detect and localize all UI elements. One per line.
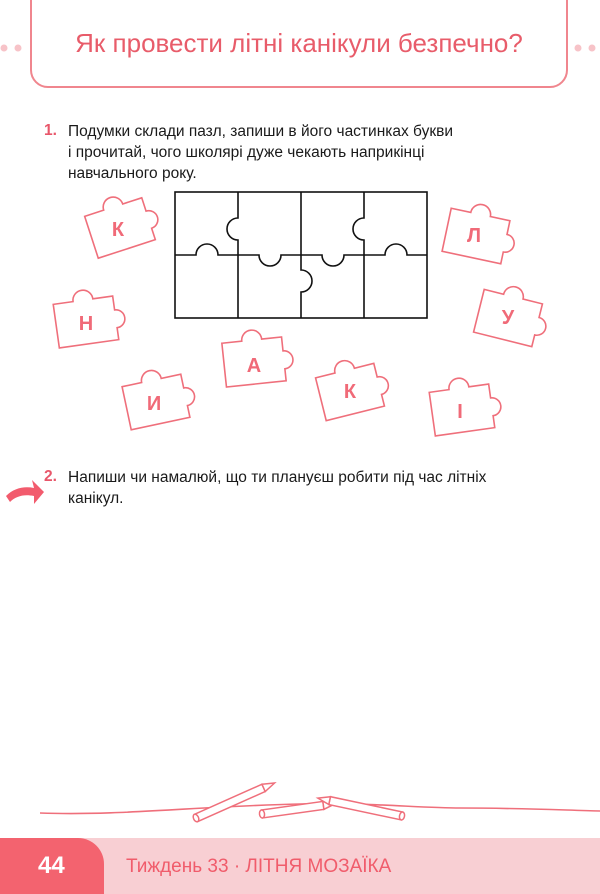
page-title: Як провести літні канікули безпечно?: [75, 28, 523, 58]
task-2-text: [68, 467, 486, 509]
puzzle-letter: А: [246, 355, 262, 377]
task-1-line: навчального року.: [68, 165, 197, 182]
puzzle-letter: Н: [78, 313, 94, 335]
arrow-marker-icon: [4, 474, 46, 508]
task-2-number: 2.: [44, 468, 57, 485]
pencils-decoration: [0, 780, 600, 830]
puzzle-letter: І: [457, 401, 463, 423]
task-2-line: канікул.: [68, 490, 124, 507]
task-1-line: і прочитай, чого школярі дуже чекають наприкінці: [68, 144, 425, 161]
puzzle-letter: К: [343, 381, 357, 403]
task-1-line: Подумки склади пазл, запиши в його частинках букви: [68, 123, 454, 140]
puzzle-piece-8: [428, 373, 504, 436]
puzzle-letter: Л: [466, 225, 482, 247]
puzzle-letter: К: [111, 219, 125, 241]
puzzle-piece-2: [442, 198, 521, 265]
task-1-number: 1.: [44, 122, 57, 139]
pencil-3: [317, 794, 405, 820]
puzzle-letter: У: [501, 307, 515, 329]
task-2-line: Напиши чи намалюй, що ти плануєш робити під час літніх: [68, 469, 487, 486]
page-number: 44: [38, 852, 65, 879]
footer-section-title: Тиждень 33 · ЛІТНЯ МОЗАЇКА: [126, 856, 392, 877]
puzzle-letter: И: [146, 393, 162, 415]
